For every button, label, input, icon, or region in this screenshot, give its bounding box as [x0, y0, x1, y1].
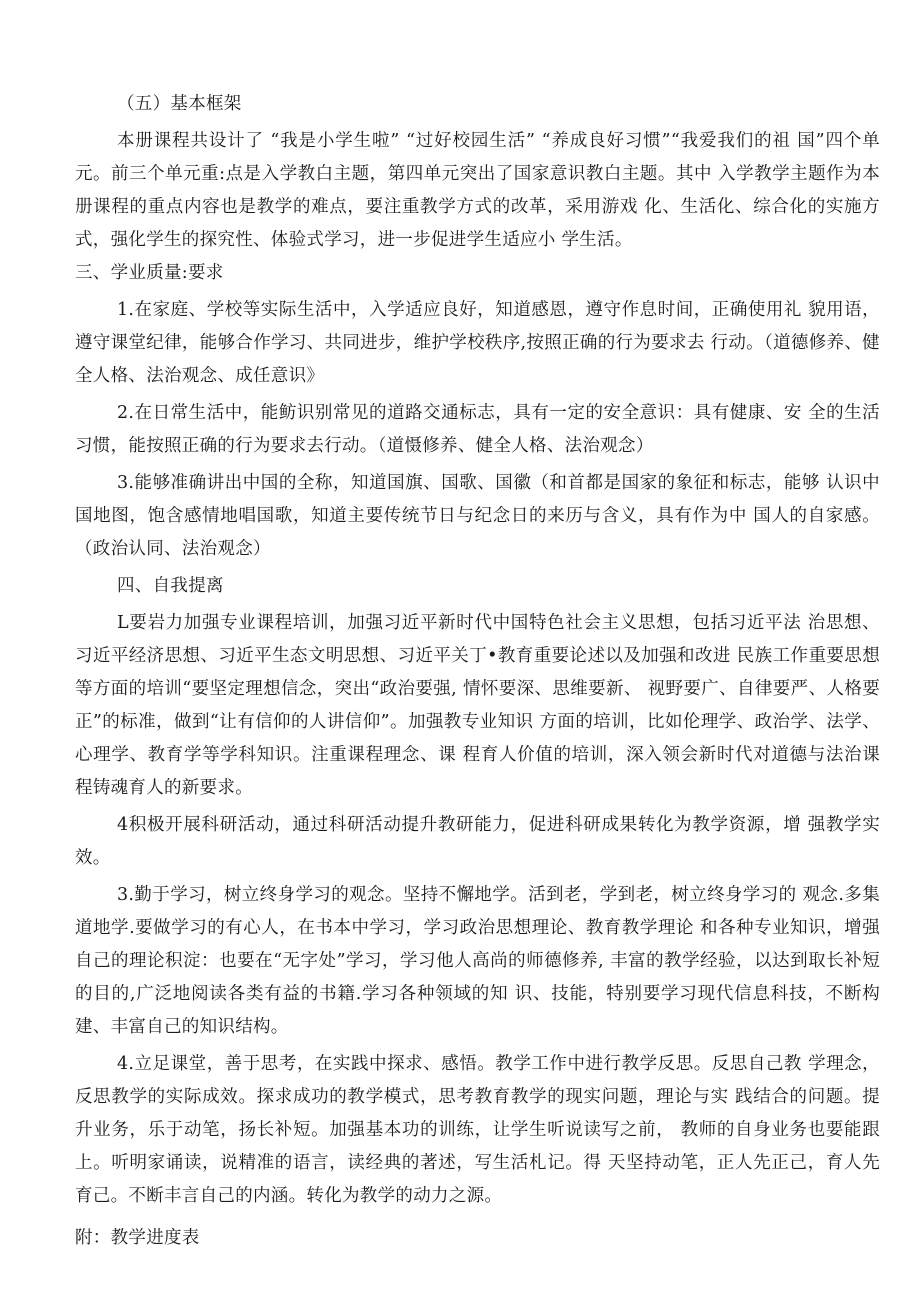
improvement-item-1: L要岩力加强专业课程培训，加强习近平新时代中国特色社会主义思想，包括习近平法 治思想、习近平经济思想、习近平生态文明思想、习近平关丁•教育重要论述以及加强和改进 民族工作重要思想等方面的培训“要坚定理想信念，突出“政治要强, 情怀要深、思维要新、 视野要广、自律要严、人格要正”的标准，做到“让有信仰的人讲信仰”。加强教专业知识 方面的培训，比如伦理学、政治学、法学、心理学、教育学等学科知识。注重课程理念、课 程育人价值的培训，深入领会新时代对道德与法治课程铸魂育人的新要求。 [75, 613, 880, 798]
framework-paragraph: 本册课程共设计了 “我是小学生啦” “过好校园生活” “养成良好习惯”“我爱我们的祖 国”四个单元。前三个单元重:点是入学教白主题，第四单元突出了国家意识教白主题。其中 入学教学主题作为本册课程的重点内容也是教学的难点，要注重教学方式的改革，采用游戏 化、生活化、综合化的实施方式，强化学生的探究性、体验式学习，进一步促进学生适应小 学生活。 [75, 131, 880, 250]
section-heading-framework: （五）基本框架 [117, 94, 242, 114]
improvement-item-4: 4.立足课堂，善于思考，在实践中探求、感悟。教学工作中进行教学反思。反思自己教 学理念，反思教学的实际成效。探求成功的教学模式，思考教育教学的现实问题，理论与实 践结合的问题。提升业务，乐于动笔，扬长补短。加强基本功的训练，让学生听说读写之前， 教师的自身业务也要能跟上。听明家诵读，说精准的语言，读经典的著述，写生活札记。得 天坚持动笔，正人先正己，育人先育己。不断丰言自己的内涵。转化为教学的动力之源。 [75, 1054, 880, 1206]
improvement-item-2: 4积极开展科研活动，通过科研活动提升教研能力，促进科研成果转化为教学资源，增 强教学实效。 [75, 815, 880, 868]
quality-item-1: 1.在家庭、学校等实际生活中，入学适应良好，知道感恩，遵守作息时间，正确使用礼 貌用语，遵守课堂纪律，能够合作学习、共同进步，维护学校秩序,按照正确的行为要求去 行动。（道德修养、健全人格、法治观念、成任意识》 [75, 300, 880, 386]
quality-item-3: 3.能够准确讲出中国的全称，知道国旗、国歌、国徽（和首都是国家的象征和标志，能够 认识中国地图，饱含感情地唱国歌，知道主要传统节日与纪念日的来历与含义，具有作为中 国人的自家感。（政治认同、法治观念） [75, 473, 880, 559]
improvement-item-3: 3.勤于学习，树立终身学习的观念。坚持不懈地学。活到老，学到老，树立终身学习的 观念.多集道地学.要做学习的有心人，在书本中学习，学习政治思想理论、教育教学理论 和各种专业知识，增强自己的理论积淀：也要在“无字处”学习，学习他人高尚的师德修养, 丰富的教学经验，以达到取长补短的目的,广泛地阅读各类有益的书籍.学习各种领域的知 识、技能，特别要学习现代信息科技，不断构建、丰富自己的知识结构。 [75, 885, 880, 1037]
quality-item-2: 2.在日常生活中，能鲂识别常见的道路交通标志，具有一定的安全意识：具有健康、安 全的生活习惯，能按照正确的行为要求去行动。（道慑修养、健全人格、法治观念） [75, 403, 880, 456]
appendix-label: 附：教学进度表 [75, 1228, 200, 1248]
section-heading-improvement: 四、自我提离 [117, 576, 224, 596]
section-heading-quality: 三、学业质量:要求 [75, 263, 224, 283]
